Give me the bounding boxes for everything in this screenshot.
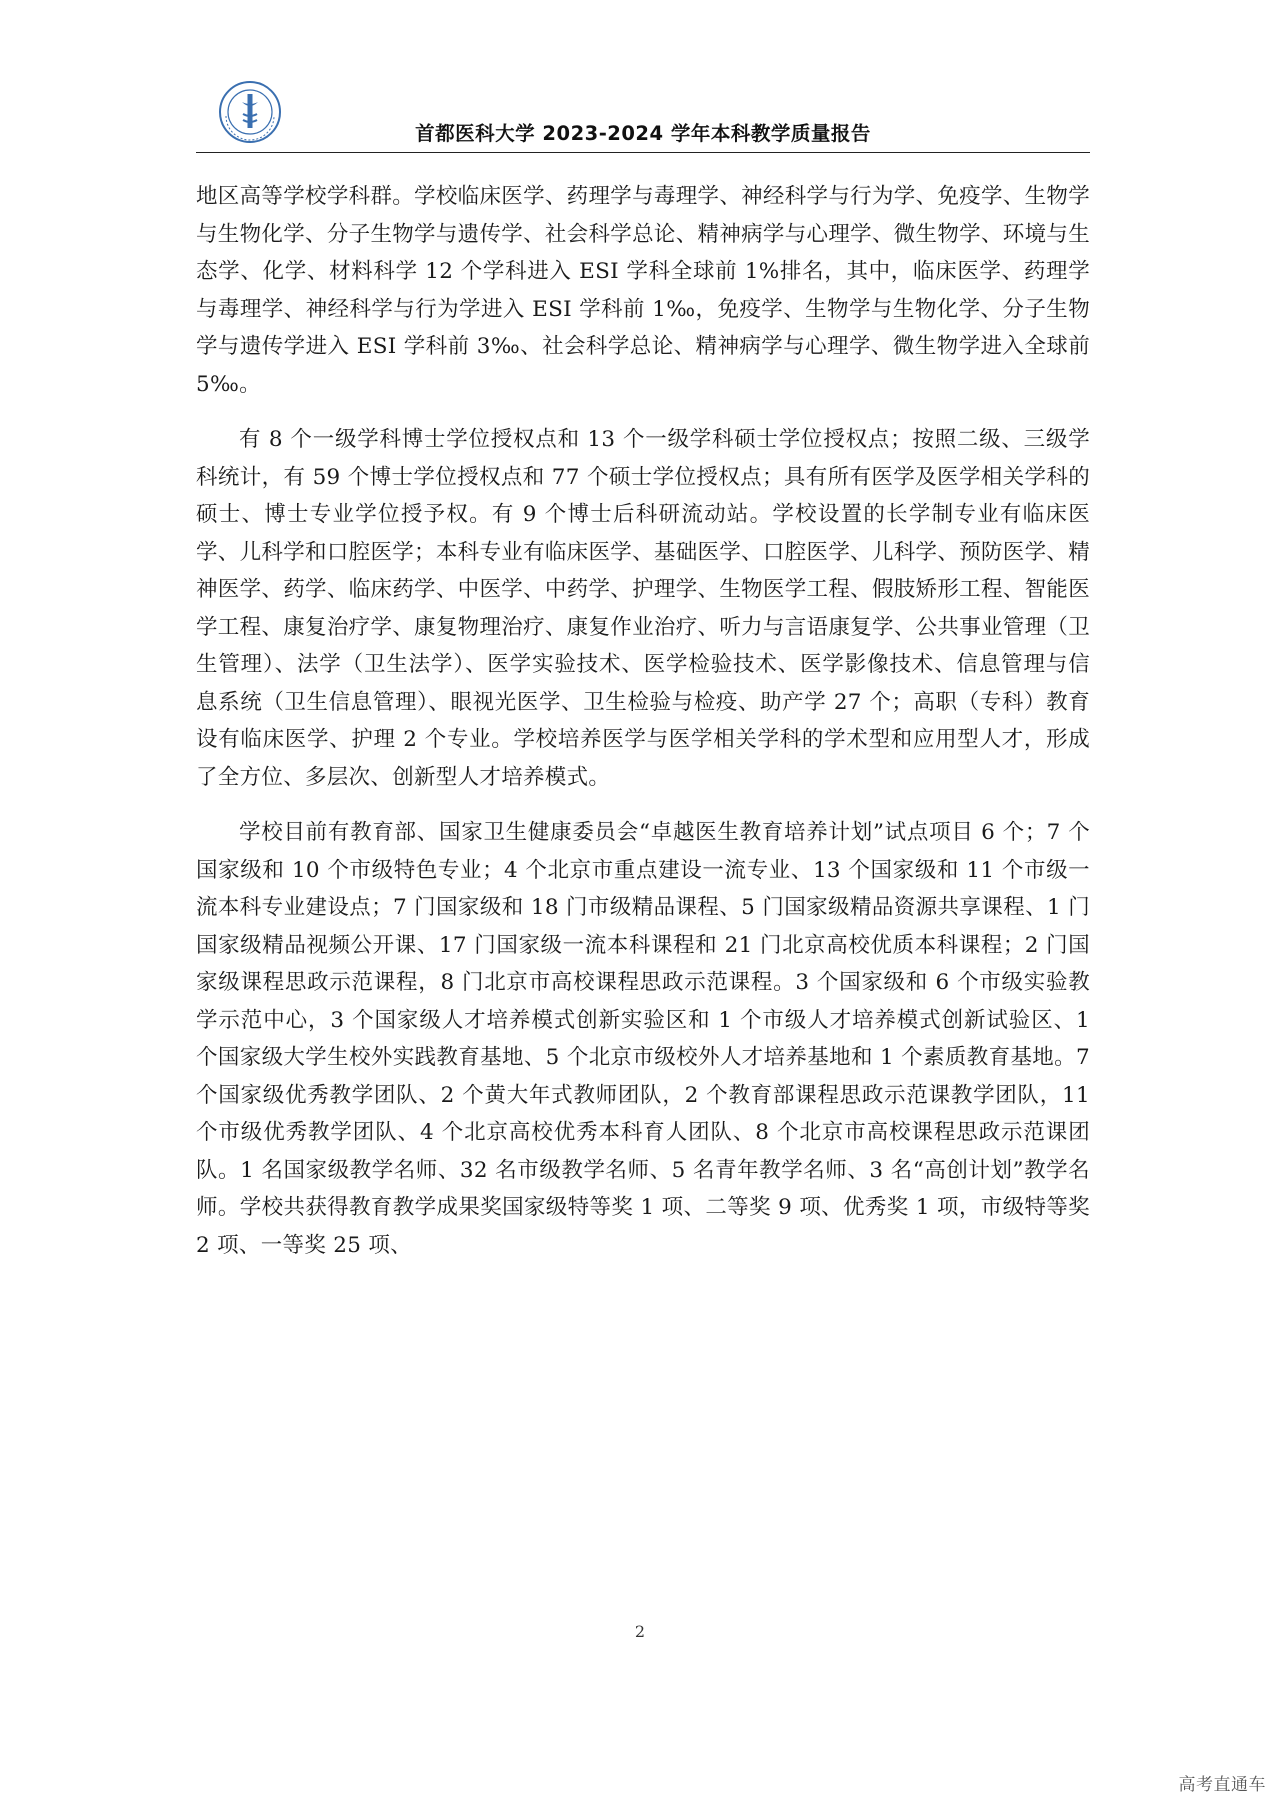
page-number: 2 xyxy=(634,1622,646,1641)
watermark-text: 高考直通车 xyxy=(1178,1775,1266,1795)
page-header xyxy=(196,80,1090,154)
report-title: 首都医科大学 2023-2024 学年本科教学质量报告 xyxy=(415,122,871,145)
header-divider xyxy=(196,152,1090,153)
paragraph-3: 学校目前有教育部、国家卫生健康委员会“卓越医生教育培养计划”试点项目 6 个；7 个国家级和 10 个市级特色专业；4 个北京市重点建设一流专业、13 个国家级和 11 个市级一流本科专业建设点；7 门国家级和 18 门市级精品课程、5 门国家级精品资源共享课程、1 门国家级精品视频公开课、17 门国家级一流本科课程和 21 门北京高校优质本科课程；2 门国家级课程思政示范课程，8 门北京市高校课程思政示范课程。3 个国家级和 6 个市级实验教学示范中心，3 个国家级人才培养模式创新实验区和 1 个市级人才培养模式创新试验区、1 个国家级大学生校外实践教育基地、5 个北京市级校外人才培养基地和 1 个素质教育基地。7 个国家级优秀教学团队、2 个黄大年式教师团队，2 个教育部课程思政示范课教学团队，11 个市级优秀教学团队、4 个北京高校优秀本科育人团队、8 个北京市高校课程思政示范课团队。1 名国家级教学名师、32 名市级教学名师、5 名青年教学名师、3 名“高创计划”教学名师。学校共获得教育教学成果奖国家级特等奖 1 项、二等奖 9 项、优秀奖 1 项，市级特等奖 2 项、一等奖 25 项、 xyxy=(196,820,1090,1258)
paragraph-2: 有 8 个一级学科博士学位授权点和 13 个一级学科硕士学位授权点；按照二级、三级学科统计，有 59 个博士学位授权点和 77 个硕士学位授权点；具有所有医学及医学相关学科的硕士、博士专业学位授予权。有 9 个博士后科研流动站。学校设置的长学制专业有临床医学、儿科学和口腔医学；本科专业有临床医学、基础医学、口腔医学、儿科学、预防医学、精神医学、药学、临床药学、中医学、中药学、护理学、生物医学工程、假肢矫形工程、智能医学工程、康复治疗学、康复物理治疗、康复作业治疗、听力与言语康复学、公共事业管理（卫生管理）、法学（卫生法学）、医学实验技术、医学检验技术、医学影像技术、信息管理与信息系统（卫生信息管理）、眼视光医学、卫生检验与检疫、助产学 27 个；高职（专科）教育设有临床医学、护理 2 个专业。学校培养医学与医学相关学科的学术型和应用型人才，形成了全方位、多层次、创新型人才培养模式。 xyxy=(196,427,1090,790)
body-text xyxy=(196,178,1090,1282)
paragraph-1: 地区高等学校学科群。学校临床医学、药理学与毒理学、神经科学与行为学、免疫学、生物学与生物化学、分子生物学与遗传学、社会科学总论、精神病学与心理学、微生物学、环境与生态学、化学、材料科学 12 个学科进入 ESI 学科全球前 1%排名，其中，临床医学、药理学与毒理学、神经科学与行为学进入 ESI 学科前 1‰，免疫学、生物学与生物化学、分子生物学与遗传学进入 ESI 学科前 3‰、社会科学总论、精神病学与心理学、微生物学进入全球前 5‰。 xyxy=(196,184,1090,397)
